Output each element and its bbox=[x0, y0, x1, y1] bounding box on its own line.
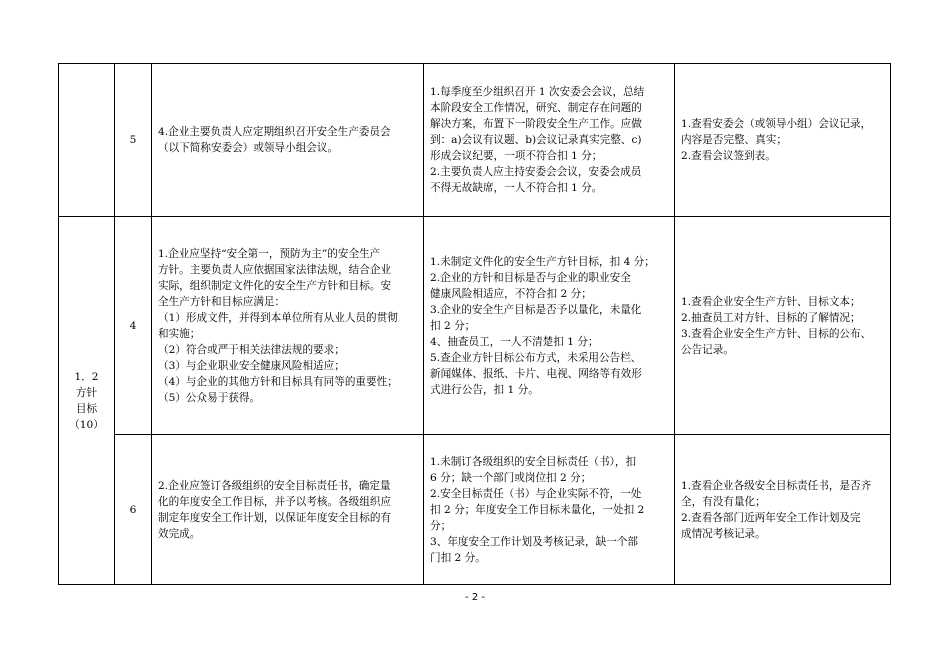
text-line: 3、年度安全工作计划及考核记录，缺一个部 bbox=[430, 535, 639, 548]
method-text bbox=[675, 476, 890, 544]
scoring-cell bbox=[424, 64, 675, 217]
table-row bbox=[59, 217, 891, 435]
text-line: 制定年度安全工作计划，以保证年度安全目标的有 bbox=[158, 511, 392, 524]
section-cell-empty bbox=[59, 64, 115, 217]
text-line: 化的年度安全工作目标，并予以考核。各级组织应 bbox=[158, 495, 392, 508]
text-line: （2）符合或严于相关法律法规的要求； bbox=[158, 343, 345, 356]
text-line: 1.未制订各级组织的安全目标责任（书），扣 bbox=[430, 455, 637, 468]
text-line: 1.查看安委会（或领导小组）会议记录， bbox=[681, 118, 872, 130]
text-line: （10） bbox=[69, 418, 104, 431]
text-line: 2.查看会议签到表。 bbox=[681, 150, 776, 162]
text-line: 3.查看企业安全生产方针、目标的公布、 bbox=[681, 327, 872, 340]
text-line: 形成会议纪要，一项不符合扣 1 分； bbox=[430, 150, 603, 162]
text-line: 5.查企业方针目标公布方式，未采用公告栏、 bbox=[430, 351, 642, 364]
text-line: 不得无故缺席，一人不符合扣 1 分。 bbox=[430, 182, 603, 194]
requirement-text bbox=[152, 122, 423, 158]
text-line: 目标 bbox=[75, 402, 98, 415]
text-line: 3.企业的安全生产目标是否予以量化，未量化 bbox=[430, 303, 642, 316]
text-line: 1.每季度至少组织召开 1 次安委会会议，总结 bbox=[430, 86, 645, 98]
method-text bbox=[675, 114, 890, 166]
scoring-text bbox=[424, 82, 674, 198]
text-line: 式进行公告，扣 1 分。 bbox=[430, 383, 539, 396]
text-line: 2.企业应签订各级组织的安全目标责任书，确定量 bbox=[158, 479, 391, 492]
text-line: 解决方案，布置下一阶段安全生产工作。应做 bbox=[430, 118, 642, 130]
requirement-text bbox=[152, 476, 423, 544]
method-text bbox=[675, 292, 890, 360]
text-line: 公告记录。 bbox=[681, 343, 734, 356]
scoring-text bbox=[424, 252, 674, 400]
method-cell bbox=[675, 64, 891, 217]
scoring-cell bbox=[424, 435, 675, 585]
text-line: 1.查看企业各级安全目标责任书，是否齐 bbox=[681, 479, 872, 492]
scoring-cell bbox=[424, 217, 675, 435]
text-line: 4、抽查员工，一人不清楚扣 1 分； bbox=[430, 335, 599, 348]
method-cell bbox=[675, 435, 891, 585]
item-number: 5 bbox=[115, 64, 152, 217]
text-line: 2.抽查员工对方针、目标的了解情况； bbox=[681, 311, 861, 324]
text-line: 方针。主要负责人应依据国家法律法规，结合企业 bbox=[158, 263, 392, 276]
text-line: （以下简称安委会）或领导小组会议。 bbox=[158, 142, 339, 154]
section-cell bbox=[59, 217, 115, 585]
requirement-cell bbox=[152, 217, 424, 435]
table-row bbox=[59, 64, 891, 217]
item-number: 4 bbox=[115, 217, 152, 435]
text-line: 4.企业主要负责人应定期组织召开安全生产委员会 bbox=[158, 126, 391, 138]
evaluation-table bbox=[58, 63, 891, 585]
text-line: 效完成。 bbox=[158, 527, 201, 540]
text-line: 6 分；缺一个部门或岗位扣 2 分； bbox=[430, 471, 592, 484]
method-cell bbox=[675, 217, 891, 435]
text-line: 扣 2 分； bbox=[430, 319, 476, 332]
text-line: （5）公众易于获得。 bbox=[158, 391, 261, 404]
text-line: 2.主要负责人应主持安委会会议，安委会成员 bbox=[430, 166, 642, 178]
text-line: 方针 bbox=[75, 386, 98, 399]
text-line: 1．2 bbox=[74, 370, 99, 383]
text-line: 全生产方针和目标应满足： bbox=[158, 295, 286, 308]
text-line: 扣 2 分；年度安全工作目标未量化，一处扣 2 bbox=[430, 503, 645, 516]
text-line: 2.查看各部门近两年安全工作计划及完 bbox=[681, 511, 861, 524]
text-line: 全，有没有量化； bbox=[681, 495, 766, 508]
item-number: 6 bbox=[115, 435, 152, 585]
text-line: （3）与企业职业安全健康风险相适应； bbox=[158, 359, 345, 372]
text-line: 和实施； bbox=[158, 327, 201, 340]
requirement-cell bbox=[152, 64, 424, 217]
text-line: 2.安全目标责任（书）与企业实际不符，一处 bbox=[430, 487, 642, 500]
text-line: （4）与企业的其他方针和目标具有同等的重要性； bbox=[158, 375, 398, 388]
text-line: 健康风险相适应，不符合扣 2 分； bbox=[430, 287, 592, 300]
page-number: - 2 - bbox=[465, 592, 485, 603]
text-line: 实际，组织制定文件化的安全生产方针和目标。安 bbox=[158, 279, 392, 292]
requirement-text bbox=[152, 244, 423, 408]
requirement-cell bbox=[152, 435, 424, 585]
text-line: 2.企业的方针和目标是否与企业的职业安全 bbox=[430, 271, 631, 284]
text-line: 1.企业应坚持“安全第一，预防为主”的安全生产 bbox=[158, 247, 381, 260]
text-line: 本阶段安全工作情况，研究、制定存在问题的 bbox=[430, 102, 642, 114]
text-line: 到：a)会议有议题、b)会议记录真实完整、c) bbox=[430, 134, 642, 146]
text-line: （1）形成文件，并得到本单位所有从业人员的贯彻 bbox=[158, 311, 398, 324]
text-line: 1.查看企业安全生产方针、目标文本； bbox=[681, 295, 861, 308]
section-title bbox=[59, 369, 114, 433]
scoring-text bbox=[424, 452, 674, 568]
text-line: 内容是否完整、真实； bbox=[681, 134, 787, 146]
text-line: 门扣 2 分。 bbox=[430, 551, 486, 564]
table-row bbox=[59, 435, 891, 585]
text-line: 新闻媒体、报纸、卡片、电视、网络等有效形 bbox=[430, 367, 642, 380]
text-line: 1.未制定文件化的安全生产方针目标，扣 4 分； bbox=[430, 255, 655, 268]
text-line: 成情况考核记录。 bbox=[681, 527, 766, 540]
text-line: 分； bbox=[430, 519, 452, 532]
